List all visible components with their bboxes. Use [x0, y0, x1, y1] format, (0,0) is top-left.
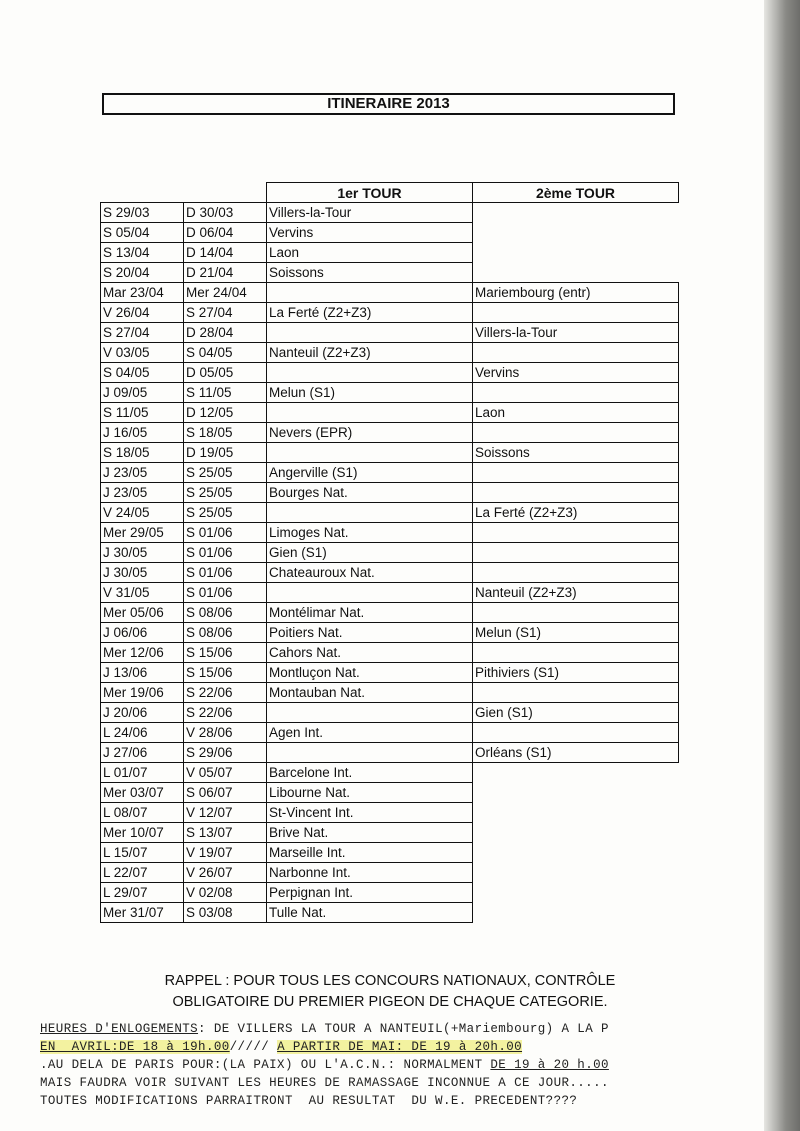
date-release: S 01/06 — [184, 523, 267, 543]
date-departure: Mer 19/06 — [101, 683, 184, 703]
itinerary-body — [101, 203, 679, 923]
tour1-location: Chateauroux Nat. — [267, 563, 473, 583]
tour2-location — [473, 383, 679, 403]
tour1-location: Nevers (EPR) — [267, 423, 473, 443]
tour2-location: Melun (S1) — [473, 623, 679, 643]
tour2-location — [473, 243, 679, 263]
tour1-location: Montauban Nat. — [267, 683, 473, 703]
table-row — [101, 723, 679, 743]
date-release: S 22/06 — [184, 683, 267, 703]
tour2-location — [473, 263, 679, 283]
date-release: D 21/04 — [184, 263, 267, 283]
date-departure: V 26/04 — [101, 303, 184, 323]
date-departure: J 13/06 — [101, 663, 184, 683]
date-departure: Mar 23/04 — [101, 283, 184, 303]
table-row — [101, 523, 679, 543]
note-line-5: TOUTES MODIFICATIONS PARRAITRONT AU RESULTAT DU W.E. PRECEDENT???? — [40, 1094, 578, 1108]
tour2-location: Vervins — [473, 363, 679, 383]
date-departure: J 30/05 — [101, 543, 184, 563]
date-release: V 12/07 — [184, 803, 267, 823]
date-departure: L 29/07 — [101, 883, 184, 903]
tour1-location: Montélimar Nat. — [267, 603, 473, 623]
table-row — [101, 603, 679, 623]
date-departure: S 29/03 — [101, 203, 184, 223]
table-row — [101, 543, 679, 563]
date-release: S 08/06 — [184, 603, 267, 623]
date-departure: L 08/07 — [101, 803, 184, 823]
table-row — [101, 763, 679, 783]
table-row — [101, 203, 679, 223]
tour1-location: Bourges Nat. — [267, 483, 473, 503]
tour2-location — [473, 603, 679, 623]
tour2-location — [473, 343, 679, 363]
date-release: D 30/03 — [184, 203, 267, 223]
tour1-location: Villers-la-Tour — [267, 203, 473, 223]
note-line-4: MAIS FAUDRA VOIR SUIVANT LES HEURES DE RAMASSAGE INCONNUE A CE JOUR..... — [40, 1076, 609, 1090]
date-release: S 13/07 — [184, 823, 267, 843]
date-departure: Mer 29/05 — [101, 523, 184, 543]
tour1-location: Angerville (S1) — [267, 463, 473, 483]
tour2-location — [473, 203, 679, 223]
tour2-location — [473, 423, 679, 443]
tour2-location — [473, 723, 679, 743]
tour2-location — [473, 763, 679, 783]
table-row — [101, 563, 679, 583]
tour1-location — [267, 443, 473, 463]
tour1-location: Agen Int. — [267, 723, 473, 743]
table-row — [101, 803, 679, 823]
table-row — [101, 663, 679, 683]
tour2-location — [473, 783, 679, 803]
date-release: D 19/05 — [184, 443, 267, 463]
table-row — [101, 383, 679, 403]
date-departure: S 18/05 — [101, 443, 184, 463]
note-line-2: EN AVRIL:DE 18 à 19h.00///// A PARTIR DE MAI: DE 19 à 20h.00 — [40, 1040, 523, 1054]
note-avril: EN AVRIL — [40, 1040, 112, 1054]
date-departure: J 30/05 — [101, 563, 184, 583]
tour2-location: Laon — [473, 403, 679, 423]
tour1-location: Cahors Nat. — [267, 643, 473, 663]
table-row — [101, 283, 679, 303]
tour1-location: La Ferté (Z2+Z3) — [267, 303, 473, 323]
date-departure: J 20/06 — [101, 703, 184, 723]
date-departure: J 16/05 — [101, 423, 184, 443]
table-row — [101, 903, 679, 923]
table-header-row — [101, 183, 679, 203]
date-departure: Mer 12/06 — [101, 643, 184, 663]
date-departure: S 11/05 — [101, 403, 184, 423]
date-departure: J 27/06 — [101, 743, 184, 763]
date-release: S 01/06 — [184, 583, 267, 603]
date-departure: S 27/04 — [101, 323, 184, 343]
tour2-location — [473, 643, 679, 663]
table-row — [101, 263, 679, 283]
note-heures-title: HEURES D'ENLOGEMENTS — [40, 1022, 199, 1036]
tour1-location: Montluçon Nat. — [267, 663, 473, 683]
date-release: S 04/05 — [184, 343, 267, 363]
tour1-location: Soissons — [267, 263, 473, 283]
date-departure: S 13/04 — [101, 243, 184, 263]
note-line-3: .AU DELA DE PARIS POUR:(LA PAIX) OU L'A.C.N.: NORMALMENT DE 19 à 20 h.00 — [40, 1058, 609, 1072]
date-departure: J 23/05 — [101, 483, 184, 503]
date-release: S 18/05 — [184, 423, 267, 443]
date-release: S 01/06 — [184, 563, 267, 583]
table-row — [101, 743, 679, 763]
tour2-location — [473, 883, 679, 903]
date-departure: L 24/06 — [101, 723, 184, 743]
table-row — [101, 303, 679, 323]
table-row — [101, 783, 679, 803]
tour2-location — [473, 483, 679, 503]
date-departure: S 04/05 — [101, 363, 184, 383]
table-row — [101, 863, 679, 883]
rappel-line-2: OBLIGATOIRE DU PREMIER PIGEON DE CHAQUE CATEGORIE. — [172, 994, 608, 1010]
date-departure: L 22/07 — [101, 863, 184, 883]
table-row — [101, 443, 679, 463]
table-row — [101, 483, 679, 503]
date-release: S 25/05 — [184, 463, 267, 483]
date-departure: L 01/07 — [101, 763, 184, 783]
table-row — [101, 323, 679, 343]
table-row — [101, 503, 679, 523]
table-row — [101, 623, 679, 643]
tour1-location: Nanteuil (Z2+Z3) — [267, 343, 473, 363]
tour2-location: Nanteuil (Z2+Z3) — [473, 583, 679, 603]
date-departure: J 06/06 — [101, 623, 184, 643]
tour1-location: Brive Nat. — [267, 823, 473, 843]
table-row — [101, 403, 679, 423]
tour1-location: Marseille Int. — [267, 843, 473, 863]
tour2-location — [473, 683, 679, 703]
date-release: Mer 24/04 — [184, 283, 267, 303]
table-row — [101, 823, 679, 843]
tour2-location: Orléans (S1) — [473, 743, 679, 763]
date-release: S 03/08 — [184, 903, 267, 923]
tour1-location: Vervins — [267, 223, 473, 243]
tour1-location: Libourne Nat. — [267, 783, 473, 803]
table-row — [101, 463, 679, 483]
date-release: V 02/08 — [184, 883, 267, 903]
rappel-line-1: RAPPEL : POUR TOUS LES CONCOURS NATIONAUX, CONTRÔLE — [164, 973, 616, 989]
table-row — [101, 423, 679, 443]
tour2-location — [473, 843, 679, 863]
date-departure: Mer 03/07 — [101, 783, 184, 803]
date-departure: V 31/05 — [101, 583, 184, 603]
table-row — [101, 363, 679, 383]
date-departure: Mer 10/07 — [101, 823, 184, 843]
page-edge-shadow — [764, 0, 800, 1131]
tour1-location — [267, 503, 473, 523]
date-release: D 12/05 — [184, 403, 267, 423]
date-release: S 06/07 — [184, 783, 267, 803]
tour1-location — [267, 583, 473, 603]
date-release: S 01/06 — [184, 543, 267, 563]
date-release: S 11/05 — [184, 383, 267, 403]
tour2-location — [473, 523, 679, 543]
date-release: S 15/06 — [184, 643, 267, 663]
itinerary-table — [100, 182, 679, 923]
note-mai: A PARTIR DE MAI — [277, 1040, 396, 1054]
date-release: V 05/07 — [184, 763, 267, 783]
tour2-location — [473, 823, 679, 843]
date-departure: Mer 05/06 — [101, 603, 184, 623]
date-release: V 26/07 — [184, 863, 267, 883]
date-departure: L 15/07 — [101, 843, 184, 863]
table-row — [101, 883, 679, 903]
date-departure: S 05/04 — [101, 223, 184, 243]
table-row — [101, 643, 679, 663]
table-row — [101, 843, 679, 863]
tour1-location: St-Vincent Int. — [267, 803, 473, 823]
tour1-location — [267, 363, 473, 383]
date-departure: S 20/04 — [101, 263, 184, 283]
date-departure: V 24/05 — [101, 503, 184, 523]
tour2-location: Gien (S1) — [473, 703, 679, 723]
tour1-location — [267, 403, 473, 423]
table-row — [101, 683, 679, 703]
date-release: S 27/04 — [184, 303, 267, 323]
rappel-notice — [100, 971, 680, 1013]
date-release: S 15/06 — [184, 663, 267, 683]
date-release: S 22/06 — [184, 703, 267, 723]
tour2-location — [473, 903, 679, 923]
date-release: D 05/05 — [184, 363, 267, 383]
tour1-location — [267, 283, 473, 303]
date-release: D 06/04 — [184, 223, 267, 243]
tour2-location — [473, 543, 679, 563]
tour1-location — [267, 323, 473, 343]
date-departure: Mer 31/07 — [101, 903, 184, 923]
tour2-location — [473, 563, 679, 583]
document-title: ITINERAIRE 2013 — [102, 93, 675, 115]
note-line-1: HEURES D'ENLOGEMENTS: DE VILLERS LA TOUR A NANTEUIL(+Mariembourg) A LA P — [40, 1022, 609, 1036]
table-row — [101, 243, 679, 263]
header-tour1: 1er TOUR — [267, 183, 473, 203]
tour2-location: Pithiviers (S1) — [473, 663, 679, 683]
tour2-location — [473, 223, 679, 243]
header-tour2: 2ème TOUR — [473, 183, 679, 203]
date-release: S 25/05 — [184, 483, 267, 503]
date-release: S 29/06 — [184, 743, 267, 763]
date-release: S 25/05 — [184, 503, 267, 523]
tour1-location: Narbonne Int. — [267, 863, 473, 883]
tour2-location: Mariembourg (entr) — [473, 283, 679, 303]
tour1-location: Gien (S1) — [267, 543, 473, 563]
date-release: D 28/04 — [184, 323, 267, 343]
tour1-location: Tulle Nat. — [267, 903, 473, 923]
date-departure: J 23/05 — [101, 463, 184, 483]
date-release: D 14/04 — [184, 243, 267, 263]
date-departure: V 03/05 — [101, 343, 184, 363]
tour2-location — [473, 303, 679, 323]
tour2-location — [473, 863, 679, 883]
table-row — [101, 703, 679, 723]
tour1-location: Barcelone Int. — [267, 763, 473, 783]
tour1-location: Limoges Nat. — [267, 523, 473, 543]
date-release: V 28/06 — [184, 723, 267, 743]
tour1-location — [267, 703, 473, 723]
date-release: S 08/06 — [184, 623, 267, 643]
tour1-location: Poitiers Nat. — [267, 623, 473, 643]
tour2-location — [473, 463, 679, 483]
tour2-location: Soissons — [473, 443, 679, 463]
table-row — [101, 583, 679, 603]
tour1-location: Perpignan Int. — [267, 883, 473, 903]
tour1-location: Laon — [267, 243, 473, 263]
tour2-location: La Ferté (Z2+Z3) — [473, 503, 679, 523]
table-row — [101, 343, 679, 363]
tour1-location — [267, 743, 473, 763]
tour2-location — [473, 803, 679, 823]
date-departure: J 09/05 — [101, 383, 184, 403]
date-release: V 19/07 — [184, 843, 267, 863]
tour1-location: Melun (S1) — [267, 383, 473, 403]
table-row — [101, 223, 679, 243]
tour2-location: Villers-la-Tour — [473, 323, 679, 343]
